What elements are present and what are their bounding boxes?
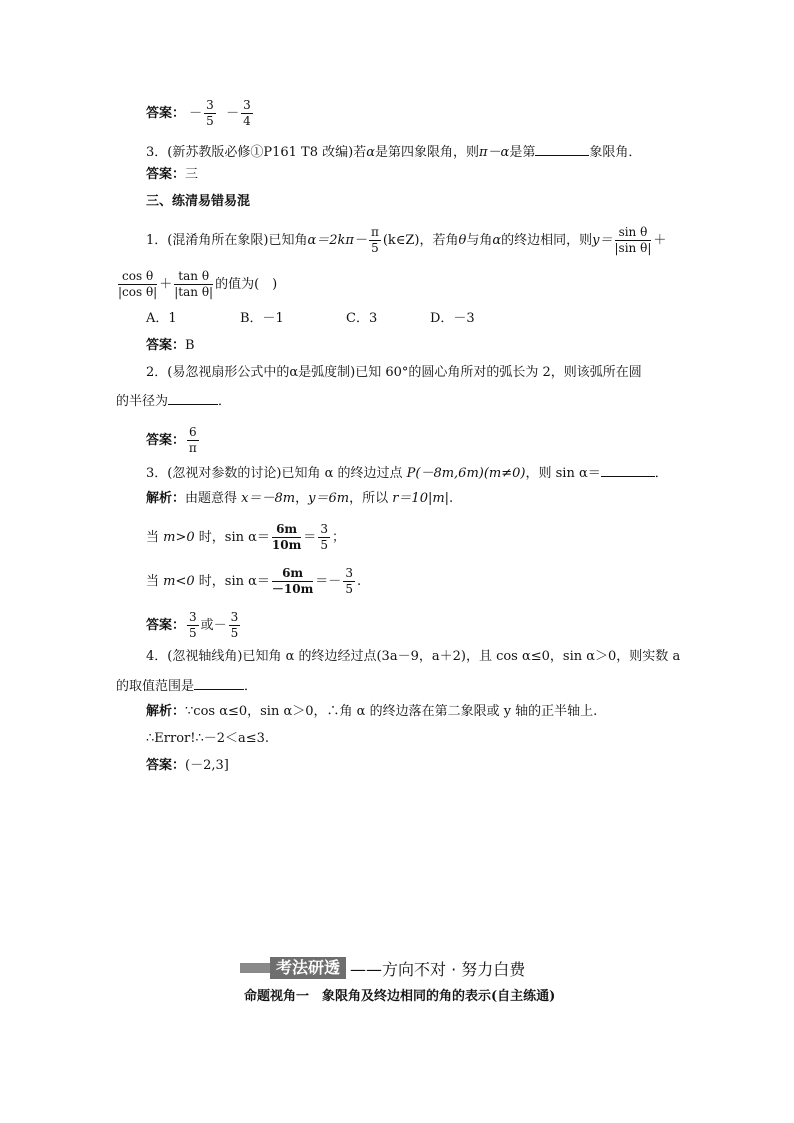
text: ∴Error!∴－2＜a≤3.	[146, 731, 270, 746]
answer-problem-1	[146, 337, 195, 355]
solution-label: 解析：	[146, 704, 186, 719]
answer-label: 答案：	[146, 167, 186, 182]
text: ．	[218, 394, 232, 409]
section-title: 三、练清易错易混	[146, 194, 251, 209]
question-source: (混淆角所在象限)	[167, 233, 269, 248]
question-number: 4．	[146, 649, 168, 664]
text: 的终边相同，则	[501, 233, 593, 248]
question-number: 1．	[146, 233, 168, 248]
banner-slogan: ——方向不对 · 努力白费	[350, 959, 526, 979]
numerator: tan θ	[174, 269, 213, 285]
subtitle: 命题视角一 象限角及终边相同的角的表示(自主练通)	[244, 989, 556, 1004]
numerator: 3	[243, 98, 251, 112]
text: 与角	[466, 233, 493, 248]
answer-label: 答案：	[146, 618, 186, 633]
math: r＝10|m|	[392, 491, 450, 506]
denominator: 4	[243, 114, 251, 128]
denominator: |cos θ|	[118, 285, 158, 299]
denominator: 5	[345, 582, 353, 596]
problem-2-cont	[116, 391, 231, 411]
question-source: (易忽视扇形公式中的α是弧度制)	[167, 365, 356, 380]
question-source: (忽视对参数的讨论)	[167, 466, 282, 481]
fraction	[187, 425, 199, 456]
math: π－α	[479, 145, 510, 160]
fraction	[204, 98, 216, 129]
math: α	[492, 233, 502, 248]
question-3	[146, 142, 641, 162]
options-1	[146, 310, 475, 328]
denominator: 5	[230, 626, 239, 640]
fraction	[174, 269, 213, 300]
text: ，则 sin α＝	[525, 466, 601, 481]
text: 时，sin α＝	[194, 574, 270, 589]
solution-problem-3	[146, 490, 453, 508]
math: α	[366, 145, 375, 160]
option-d: D．－3	[430, 311, 475, 326]
text: 若	[353, 145, 367, 160]
denominator: 5	[206, 114, 214, 128]
denominator: π	[188, 441, 197, 455]
numerator: 3	[189, 610, 197, 624]
text: 的值为( )	[215, 277, 278, 292]
option-b: B．－1	[240, 311, 284, 326]
question-source: (忽视轴线角)	[167, 649, 243, 664]
numerator: 3	[320, 522, 328, 536]
numerator: cos θ	[118, 269, 157, 285]
question-number: 3．	[146, 145, 168, 160]
math: m<0	[163, 574, 195, 589]
question-source: (新苏教版必修①P161 T8 改编)	[167, 145, 354, 160]
numerator: 3	[206, 98, 214, 112]
plus-sign: ＋	[653, 233, 667, 248]
denominator: |sin θ|	[614, 241, 652, 255]
text: 当	[146, 574, 164, 589]
text: 的取值范围是	[116, 679, 195, 694]
denominator: 5	[189, 626, 197, 640]
problem-4-cont	[116, 676, 257, 696]
denominator: 5	[320, 538, 328, 552]
text: (k∈Z)，若角	[382, 233, 459, 248]
problem-1-cont	[116, 269, 277, 300]
fraction	[318, 522, 330, 553]
problem-1	[146, 225, 666, 256]
math: x＝－8m	[241, 491, 296, 506]
text: 已知 60°的圆心角所对的弧长为 2，则该弧所在圆	[355, 365, 642, 380]
fraction	[118, 269, 157, 300]
answer-problem-4	[146, 757, 229, 775]
math: m>0	[163, 530, 195, 545]
fraction	[615, 225, 652, 256]
answer-blank	[194, 676, 244, 690]
numerator: 6m	[272, 566, 313, 582]
denominator: －10m	[271, 582, 314, 596]
answer-label: 答案：	[146, 433, 186, 448]
text: 当	[146, 530, 164, 545]
question-number: 3．	[146, 466, 168, 481]
text: 由题意得	[185, 491, 242, 506]
answer-value: 三	[185, 167, 199, 182]
answer-line-1	[146, 98, 255, 129]
fraction	[272, 566, 313, 597]
answer-blank	[168, 391, 218, 405]
text: ∵cos α≤0，sin α＞0，∴角 α 的终边落在第二象限或 y 轴的正半轴上.	[185, 704, 598, 719]
answer-value: B	[185, 338, 195, 353]
numerator: 6	[189, 425, 197, 439]
fraction	[229, 610, 241, 641]
text: ．	[654, 466, 668, 481]
banner-bar	[240, 963, 270, 973]
equals-sign: ＝－	[315, 574, 342, 589]
text: 已知角 α 的终边经过点(3a－9，a＋2)，且 cos α≤0，sin α＞0，则实数 a	[242, 649, 681, 664]
fraction	[187, 610, 199, 641]
text: .	[356, 574, 362, 589]
math: y＝6m	[308, 491, 350, 506]
problem-4	[146, 648, 680, 666]
section-banner	[240, 957, 525, 979]
math: α＝2kπ－	[307, 233, 367, 248]
text: ．	[244, 679, 258, 694]
numerator: sin θ	[615, 225, 652, 241]
answer-blank	[535, 142, 589, 156]
answer-line-3	[146, 166, 198, 184]
text: 是第	[509, 145, 536, 160]
option-c: C．3	[346, 311, 378, 326]
solution-problem-4	[146, 703, 597, 721]
answer-label: 答案：	[146, 338, 186, 353]
fraction	[272, 522, 301, 553]
case-m-negative	[146, 566, 361, 597]
text: ，	[295, 491, 309, 506]
denominator: |tan θ|	[174, 285, 214, 299]
text: 时，sin α＝	[194, 530, 270, 545]
denominator: 10m	[271, 538, 302, 552]
answer-blank	[601, 463, 655, 477]
text: 或－	[200, 618, 227, 633]
banner-title: 考法研透	[270, 957, 346, 979]
question-number: 2．	[146, 365, 168, 380]
neg-sign: －	[226, 106, 240, 121]
option-a: A．1	[146, 311, 177, 326]
case-m-positive	[146, 522, 345, 553]
problem-2	[146, 364, 642, 382]
text: .	[449, 491, 454, 506]
fraction	[241, 98, 253, 129]
text: 象限角．	[589, 145, 642, 160]
text: 是第四象限角，则	[375, 145, 480, 160]
solution-problem-4-cont	[146, 730, 269, 748]
answer-problem-3	[146, 610, 242, 641]
answer-problem-2	[146, 425, 201, 456]
math: θ	[458, 233, 467, 248]
denominator: 5	[371, 241, 379, 255]
numerator: 6m	[272, 522, 301, 538]
plus-sign: ＋	[159, 277, 173, 292]
numerator: 3	[345, 566, 353, 580]
text: 的半径为	[116, 394, 169, 409]
answer-label: 答案：	[146, 106, 186, 121]
answer-label: 答案：	[146, 758, 186, 773]
fraction	[369, 225, 381, 256]
math: P(－8m,6m)(m≠0)	[406, 466, 526, 481]
solution-label: 解析：	[146, 491, 186, 506]
fraction	[343, 566, 355, 597]
problem-3	[146, 463, 668, 483]
text: 已知角 α 的终边过点	[281, 466, 407, 481]
text: ，所以	[349, 491, 393, 506]
equals-sign: ＝	[303, 530, 317, 545]
text: ；	[331, 530, 345, 545]
neg-sign: －	[189, 106, 203, 121]
text: 已知角	[268, 233, 308, 248]
numerator: π	[370, 225, 379, 239]
answer-value: (－2,3]	[185, 758, 229, 773]
math: y＝	[592, 233, 613, 248]
numerator: 3	[230, 610, 239, 624]
